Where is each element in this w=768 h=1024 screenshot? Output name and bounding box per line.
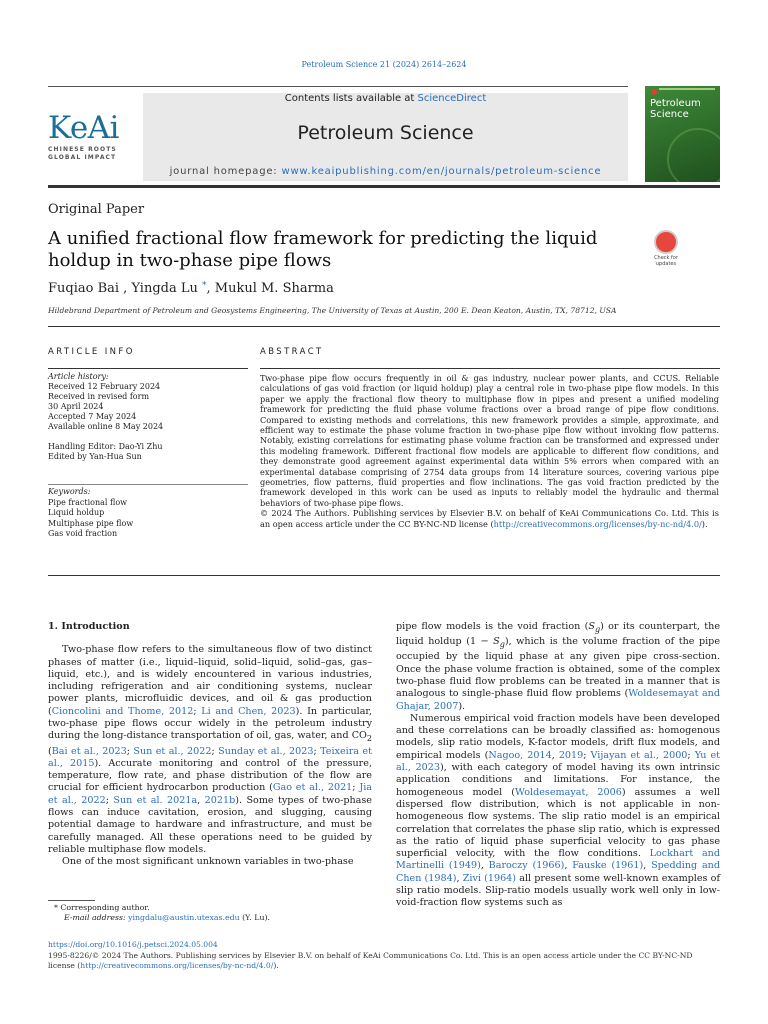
cover-band — [659, 88, 715, 90]
intro-left-column — [48, 621, 372, 869]
footer-copyright: 1995-8226/© 2024 The Authors. Publishing services by Elsevier B.V. on behalf of KeAi Communications Co. Ltd. This is an open access article under the CC BY-NC-ND license (http://creativecommons.org/licenses/by-nc-nd/4.0/). — [48, 951, 693, 970]
journal-cover[interactable] — [645, 86, 720, 182]
ref-link[interactable]: Bai et al., 2023 — [51, 745, 127, 757]
keyword-item: Multiphase pipe flow — [48, 518, 134, 528]
sciencedirect-link[interactable]: ScienceDirect — [417, 93, 487, 104]
header-rule-bottom — [48, 185, 720, 188]
article-history: Article history: Received 12 February 2024 Received in revised form 30 April 2024 Accepted 7 May 2024 Available online 8 May 2024 Handling Editor: Dao-Yi Zhu Edited by Yan-Hua Sun — [48, 372, 248, 462]
abstract-text: Two-phase pipe flow occurs frequently in oil & gas industry, nuclear power plants, and CCUS. Reliable calculations of gas void fraction (or liquid holdup) play a central role in two-phase pipe flow models. In this paper we apply the fractional flow theory to multiphase flow in pipes and present a unified modeling framework for predicting the fluid phase volume fractions over a broad range of pipe flow conditions. Compared to existing methods and correlations, this new framework provides a simple, approximate, and efficient way to estimate the phase volume fraction in two-phase pipe flow without invoking flow patterns. Notably, existing correlations for estimating phase volume fraction can be transformed and expressed under this modeling framework. Different fractional flow models are applicable to different flow conditions, and they demonstrate good agreement against experimental data within 5% errors when compared with an experimental database comprising of 2754 data groups from 14 literature sources, covering various pipe geometries, flow patterns, fluid properties and flow inclinations. The gas void fraction predicted by the framework developed in this work can be used as inputs to reliably model the hydraulic and thermal behaviors of two-phase pipe flows. — [260, 373, 719, 508]
cover-decoration — [667, 128, 720, 182]
intro-paragraph-3: pipe flow models is the void fraction $(S_g)$ or its counterpart, the liquid holdup $(1 - S_g)$, which is the volume fraction of the pipe occupied by the liquid phase at any given pipe cross-section. Once the phase volume fraction is obtained, some of the complex two-phase fluid flow problems can be treated in a manner that is analogous to single-phase fluid flow problems (Woldesemayat and Ghajar, 2007). — [396, 621, 721, 712]
ref-link[interactable]: Sun et al., 2022 — [133, 745, 212, 757]
abstract-end-rule — [48, 575, 720, 576]
corresponding-author-note: * Corresponding author. — [54, 903, 150, 912]
ref-link[interactable]: Sun et al. 2021a — [113, 794, 198, 806]
footnote — [48, 903, 378, 923]
ref-link[interactable]: Jia et al., 2022 — [48, 782, 372, 806]
handling-editor: Handling Editor: Dao-Yi Zhu — [48, 442, 163, 451]
ref-link[interactable]: Baroczy (1966) — [488, 860, 565, 872]
keai-tagline: CHINESE ROOTS GLOBAL IMPACT — [48, 146, 117, 161]
abstract-rule — [260, 368, 720, 369]
abstract-heading: ABSTRACT — [260, 347, 324, 357]
intro-paragraph-4: Numerous empirical void fraction models have been developed and these correlations can be broadly classified as: homogenous models, slip ratio models, K-factor models, drift flux models, and empirical models (Nagoo, 2014, 2019; Vijayan et al., 2000; Yu et al., 2023), with each category of model having its own intrinsic application conditions and limitations. For instance, the homogeneous model (Woldesemayat, 2006) assumes a well dispersed flow distribution, which is not applicable in non-homogeneous flow systems. The slip ratio model is an empirical correlation that correlates the phase slip ratio, which is expressed as the ratio of liquid phase superficial velocity to gas phase superficial velocity, with the flow conditions. Lockhart and Martinelli (1949), Baroczy (1966), Fauske (1961), Spedding and Chen (1984), Zivi (1964) all present some well-known examples of slip ratio models. Slip-ratio models usually work well only in low-void-fraction flow systems such as — [396, 712, 720, 909]
ref-link[interactable]: Vijayan et al., 2000 — [590, 749, 688, 761]
check-updates-icon — [654, 230, 678, 254]
keywords-rule — [48, 484, 248, 485]
authors: Fuqiao Bai , Yingda Lu *, Mukul M. Sharma — [48, 281, 334, 296]
email-link[interactable]: yingdalu@austin.utexas.edu — [128, 913, 240, 922]
doi-link[interactable]: https://doi.org/10.1016/j.petsci.2024.05.004 — [48, 940, 218, 949]
cover-logo-dot — [651, 89, 657, 95]
intro-paragraph-1: Two-phase flow refers to the simultaneous flow of two distinct phases of matter (i.e., liquid–liquid, solid–liquid, solid–gas, gas–liquid, etc.), and is widely encountered in various industries, including refrigeration and air conditioning systems, nuclear power plants, microfluidic devices, and oil & gas production (Cioncolini and Thome, 2012; Li and Chen, 2023). In particular, two-phase pipe flows occur widely in the petroleum industry during the long-distance transportation of oil, gas, water, and $CO_2$ (Bai et al., 2023; Sun et al., 2022; Sunday et al., 2023; Teixeira et al., 2015). Accurate monitoring and control of the pressure, temperature, flow rate, and phase distribution of the flow are crucial for efficient hydrocarbon production (Gao et al., 2021; Jia et al., 2022; Sun et al. 2021a, 2021b). Some types of two-phase flows can induce cavitation, erosion, and slugging, causing potential damage to hardware and infrastructure, and must be carefully managed. All these operations need to be guided by reliable multiphase flow models. — [48, 644, 372, 855]
ref-link[interactable]: Woldesemayat and Ghajar, 2007 — [396, 688, 720, 712]
email-note: E-mail address: yingdalu@austin.utexas.edu (Y. Lu). — [64, 913, 270, 922]
article-info-heading: ARTICLE INFO — [48, 347, 135, 357]
ref-link[interactable]: Woldesemayat, 2006 — [515, 786, 622, 798]
ref-link[interactable]: Fauske (1961) — [572, 860, 644, 872]
journal-citation[interactable]: Petroleum Science 21 (2024) 2614–2624 — [301, 60, 467, 69]
keyword-item: Pipe fractional flow — [48, 497, 127, 507]
keywords: Keywords: Pipe fractional flow Liquid holdup Multiphase pipe flow Gas void fraction — [48, 487, 248, 540]
intro-paragraph-2: One of the most significant unknown variables in two-phase — [62, 856, 354, 868]
article-title: A unified fractional flow framework for predicting the liquid holdup in two-phase pipe flows — [48, 228, 598, 271]
ref-link[interactable]: Gao et al., 2021 — [272, 782, 353, 794]
ref-link[interactable]: Teixeira et al., 2015 — [48, 745, 372, 769]
homepage-link[interactable]: www.keaipublishing.com/en/journals/petroleum-science — [281, 166, 602, 177]
keai-logo[interactable] — [48, 112, 128, 162]
article-info-rule — [48, 368, 248, 369]
affiliation: Hildebrand Department of Petroleum and Geosystems Engineering, The University of Texas at Austin, 200 E. Dean Keaton, Austin, TX, 78712, USA — [48, 306, 617, 315]
abstract-copyright: © 2024 The Authors. Publishing services by Elsevier B.V. on behalf of KeAi Communications Co. Ltd. This is an open access article under the CC BY-NC-ND license (http://creativecommons.org/licenses/by-nc-nd/4.0/). — [260, 508, 719, 529]
article-type: Original Paper — [48, 202, 145, 217]
footnote-rule — [48, 900, 95, 901]
ref-link[interactable]: 2021b — [204, 794, 236, 806]
keai-logo-text: KeAi — [48, 110, 119, 146]
contents-line: Contents lists available at ScienceDirect — [284, 93, 487, 104]
ref-link[interactable]: Yu et al., 2023 — [396, 749, 720, 774]
ref-link[interactable]: Lockhart and Martinelli (1949) — [396, 848, 720, 872]
journal-name: Petroleum Science — [297, 122, 474, 144]
footer-license-link[interactable]: http://creativecommons.org/licenses/by-nc-nd/4.0/ — [80, 961, 274, 970]
cover-title: Petroleum Science — [650, 98, 701, 120]
journal-homepage: journal homepage: www.keaipublishing.com/en/journals/petroleum-science — [169, 166, 602, 177]
corresponding-author-mark[interactable]: * — [202, 281, 207, 291]
ref-link[interactable]: Sunday et al., 2023 — [218, 745, 314, 757]
keyword-item: Gas void fraction — [48, 529, 118, 538]
section-heading-introduction: 1. Introduction — [48, 621, 130, 632]
ref-link[interactable]: Cioncolini and Thome, 2012 — [51, 705, 194, 717]
intro-right-column — [396, 621, 720, 910]
ref-link[interactable]: Nagoo, 2014 — [488, 749, 552, 761]
ref-link[interactable]: Li and Chen, 2023 — [201, 705, 296, 717]
check-for-updates-badge[interactable] — [646, 230, 686, 266]
abstract-body — [260, 373, 719, 529]
ref-link[interactable]: Zivi (1964) — [462, 872, 517, 884]
edited-by: Edited by Yan-Hua Sun — [48, 452, 142, 461]
license-link[interactable]: http://creativecommons.org/licenses/by-nc-nd/4.0/ — [493, 518, 702, 529]
title-rule — [48, 326, 720, 327]
check-updates-label: Check for updates — [654, 255, 678, 267]
keyword-item: Liquid holdup — [48, 508, 105, 517]
ref-link[interactable]: 2019 — [558, 749, 584, 761]
ref-link[interactable]: Spedding and Chen (1984) — [396, 860, 720, 884]
header-rule — [48, 86, 628, 87]
